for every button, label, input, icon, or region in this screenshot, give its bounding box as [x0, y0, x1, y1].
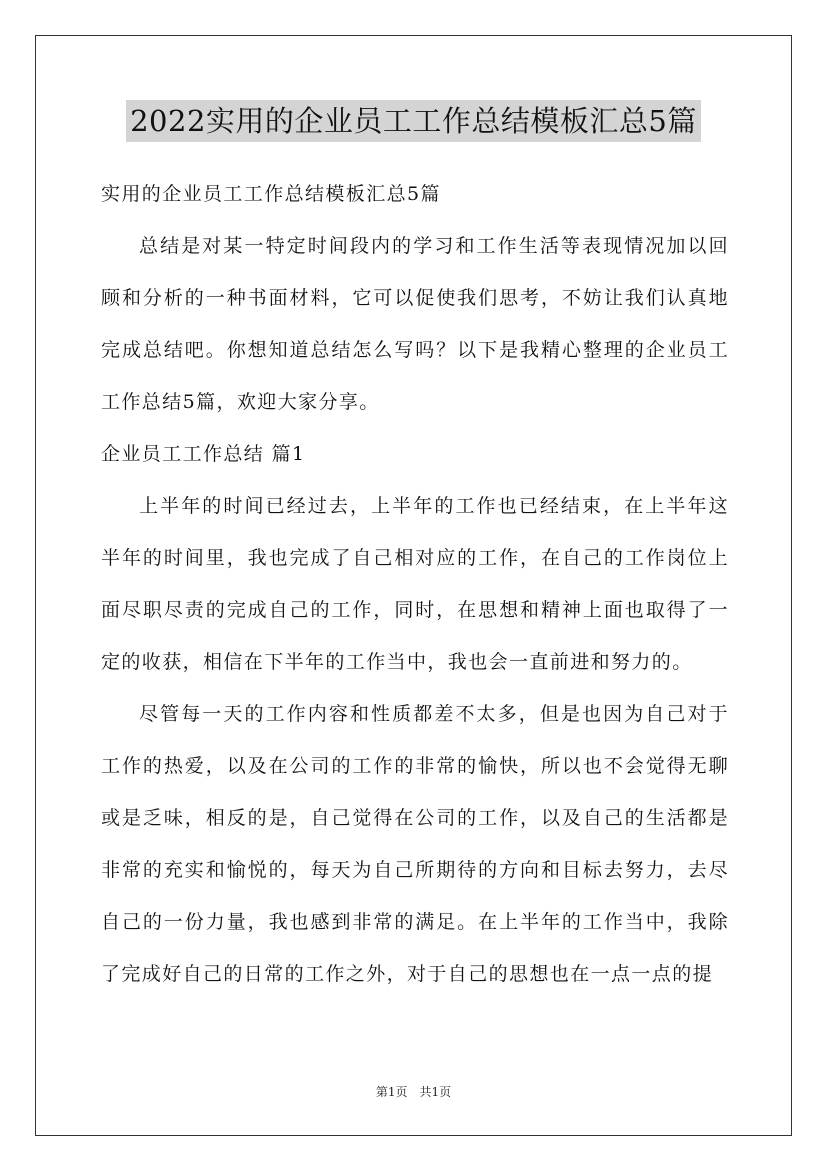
document-body — [101, 168, 729, 1000]
body-paragraph: 尽管每一天的工作内容和性质都差不太多，但是也因为自己对于工作的热爱，以及在公司的工作的非常的愉快，所以也不会觉得无聊或是乏味，相反的是，自己觉得在公司的工作，以及自己的生活都是非常的充实和愉悦的，每天为自己所期待的方向和目标去努力，去尽自己的一份力量，我也感到非常的满足。在上半年的工作当中，我除了完成好自己的日常的工作之外，对于自己的思想也在一点一点的提 — [101, 703, 729, 985]
title-container — [0, 100, 827, 142]
intro-paragraph: 总结是对某一特定时间段内的学习和工作生活等表现情况加以回顾和分析的一种书面材料，它可以促使我们思考，不妨让我们认真地完成总结吧。你想知道总结怎么写吗？以下是我精心整理的企业员工工作总结5篇，欢迎大家分享。 — [101, 235, 729, 413]
document-title: 2022实用的企业员工工作总结模板汇总5篇 — [126, 100, 701, 142]
document-subtitle: 实用的企业员工工作总结模板汇总5篇 — [101, 183, 441, 205]
body-paragraph: 上半年的时间已经过去，上半年的工作也已经结束，在上半年这半年的时间里，我也完成了自己相对应的工作，在自己的工作岗位上面尽职尽责的完成自己的工作，同时，在思想和精神上面也取得了一定的收获，相信在下半年的工作当中，我也会一直前进和努力的。 — [101, 495, 729, 673]
section-heading: 企业员工工作总结 篇1 — [101, 443, 306, 465]
page-number-current: 第1页 — [375, 1085, 408, 1099]
page-number-total: 共1页 — [419, 1085, 452, 1099]
page-footer — [0, 1083, 827, 1101]
